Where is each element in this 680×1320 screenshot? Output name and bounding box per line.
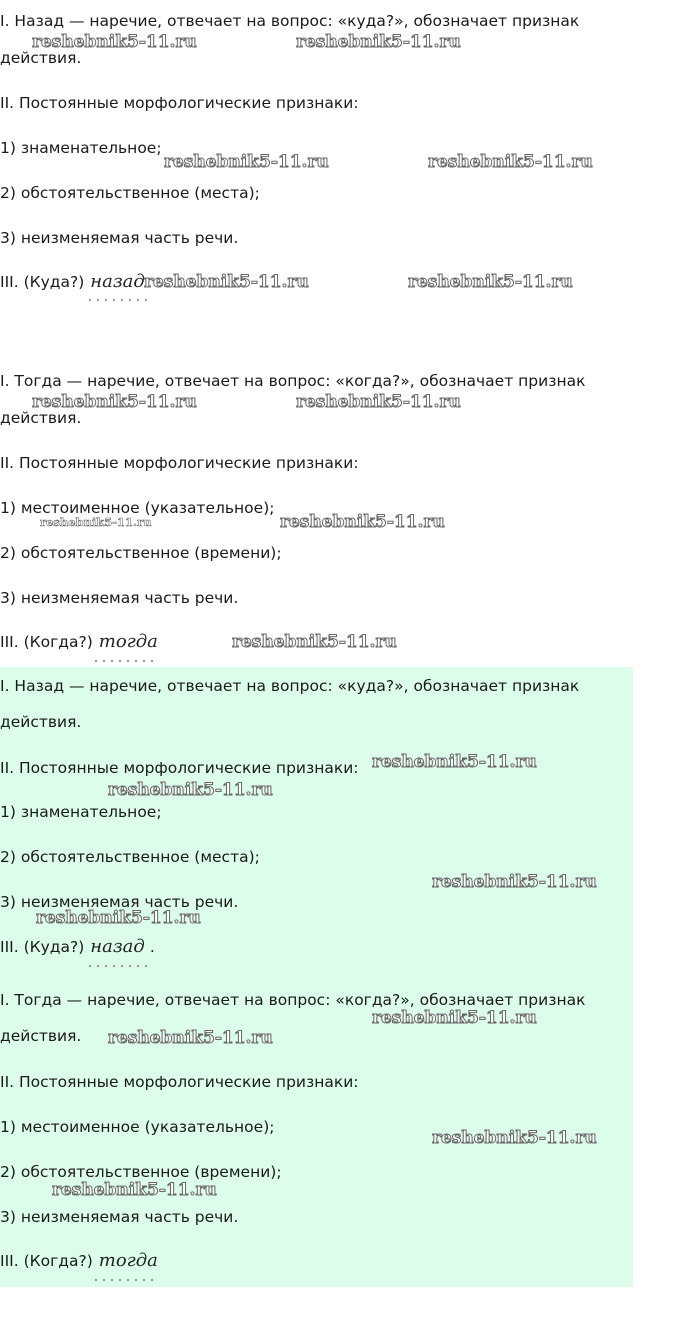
block2-line5: 2) обстоятельственное (времени); <box>0 544 282 562</box>
watermark: reshebnik5-11.ru <box>280 512 445 532</box>
dotted-underline <box>86 964 148 968</box>
block4-line6: 3) неизменяемая часть речи. <box>0 1208 239 1226</box>
block4-line4: 1) местоименное (указательное); <box>0 1118 275 1136</box>
block1-line2: действия. <box>0 49 82 67</box>
watermark: reshebnik5-11.ru <box>108 1028 273 1048</box>
block2-line1: I. Тогда — наречие, отвечает на вопрос: «когда?», обозначает признак <box>0 372 586 390</box>
block1-line4: 1) знаменательное; <box>0 139 162 157</box>
block1-answer-word: назад <box>90 271 145 292</box>
dotted-underline <box>92 1278 156 1282</box>
block1-line3: II. Постоянные морфологические признаки: <box>0 94 359 112</box>
watermark: reshebnik5-11.ru <box>296 392 461 412</box>
watermark: reshebnik5-11.ru <box>32 32 197 52</box>
watermark: reshebnik5-11.ru <box>52 1180 217 1200</box>
block1-line6: 3) неизменяемая часть речи. <box>0 229 239 247</box>
block1-line7 <box>0 272 145 292</box>
watermark: reshebnik5-11.ru <box>32 392 197 412</box>
block4-line3: II. Постоянные морфологические признаки: <box>0 1073 359 1091</box>
block3-line7 <box>0 937 155 957</box>
watermark: reshebnik5-11.ru <box>144 272 309 292</box>
block3-line1: I. Назад — наречие, отвечает на вопрос: «куда?», обозначает признак <box>0 677 580 695</box>
watermark: reshebnik5-11.ru <box>432 872 597 892</box>
watermark: reshebnik5-11.ru <box>164 152 329 172</box>
block2-line4: 1) местоименное (указательное); <box>0 499 275 517</box>
block1-line5: 2) обстоятельственное (места); <box>0 184 260 202</box>
watermark: reshebnik5-11.ru <box>372 752 537 772</box>
block3-line2: действия. <box>0 713 82 731</box>
watermark: reshebnik5-11.ru <box>372 1008 537 1028</box>
block3-answer-word: назад <box>90 936 145 957</box>
block2-line7 <box>0 632 158 652</box>
block2-line2: действия. <box>0 409 82 427</box>
block2-line7-label: III. (Когда?) <box>0 633 93 651</box>
block4-line1: I. Тогда — наречие, отвечает на вопрос: «когда?», обозначает признак <box>0 991 586 1009</box>
block1-line1: I. Назад — наречие, отвечает на вопрос: «куда?», обозначает признак <box>0 12 580 30</box>
block4-answer-word: тогда <box>98 1250 158 1271</box>
dotted-underline <box>86 298 148 302</box>
watermark: reshebnik5-11.ru <box>108 780 273 800</box>
block3-line3: II. Постоянные морфологические признаки: <box>0 759 359 777</box>
block4-line7-label: III. (Когда?) <box>0 1252 93 1270</box>
block2-line3: II. Постоянные морфологические признаки: <box>0 454 359 472</box>
block4-line7 <box>0 1251 158 1271</box>
dotted-underline <box>92 659 156 663</box>
watermark: reshebnik5-11.ru <box>40 515 152 529</box>
block3-line6: 3) неизменяемая часть речи. <box>0 893 239 911</box>
block3-line7-label: III. (Куда?) <box>0 938 85 956</box>
watermark: reshebnik5-11.ru <box>296 32 461 52</box>
watermark: reshebnik5-11.ru <box>432 1128 597 1148</box>
block1-line7-label: III. (Куда?) <box>0 273 85 291</box>
block4-line5: 2) обстоятельственное (времени); <box>0 1163 282 1181</box>
block3-line7-tail: . <box>149 938 155 956</box>
watermark: reshebnik5-11.ru <box>428 152 593 172</box>
block2-line6: 3) неизменяемая часть речи. <box>0 589 239 607</box>
watermark: reshebnik5-11.ru <box>232 632 397 652</box>
block3-line4: 1) знаменательное; <box>0 803 162 821</box>
block3-line5: 2) обстоятельственное (места); <box>0 848 260 866</box>
block2-answer-word: тогда <box>98 631 158 652</box>
watermark: reshebnik5-11.ru <box>408 272 573 292</box>
block4-line2: действия. <box>0 1027 82 1045</box>
watermark: reshebnik5-11.ru <box>36 908 201 928</box>
